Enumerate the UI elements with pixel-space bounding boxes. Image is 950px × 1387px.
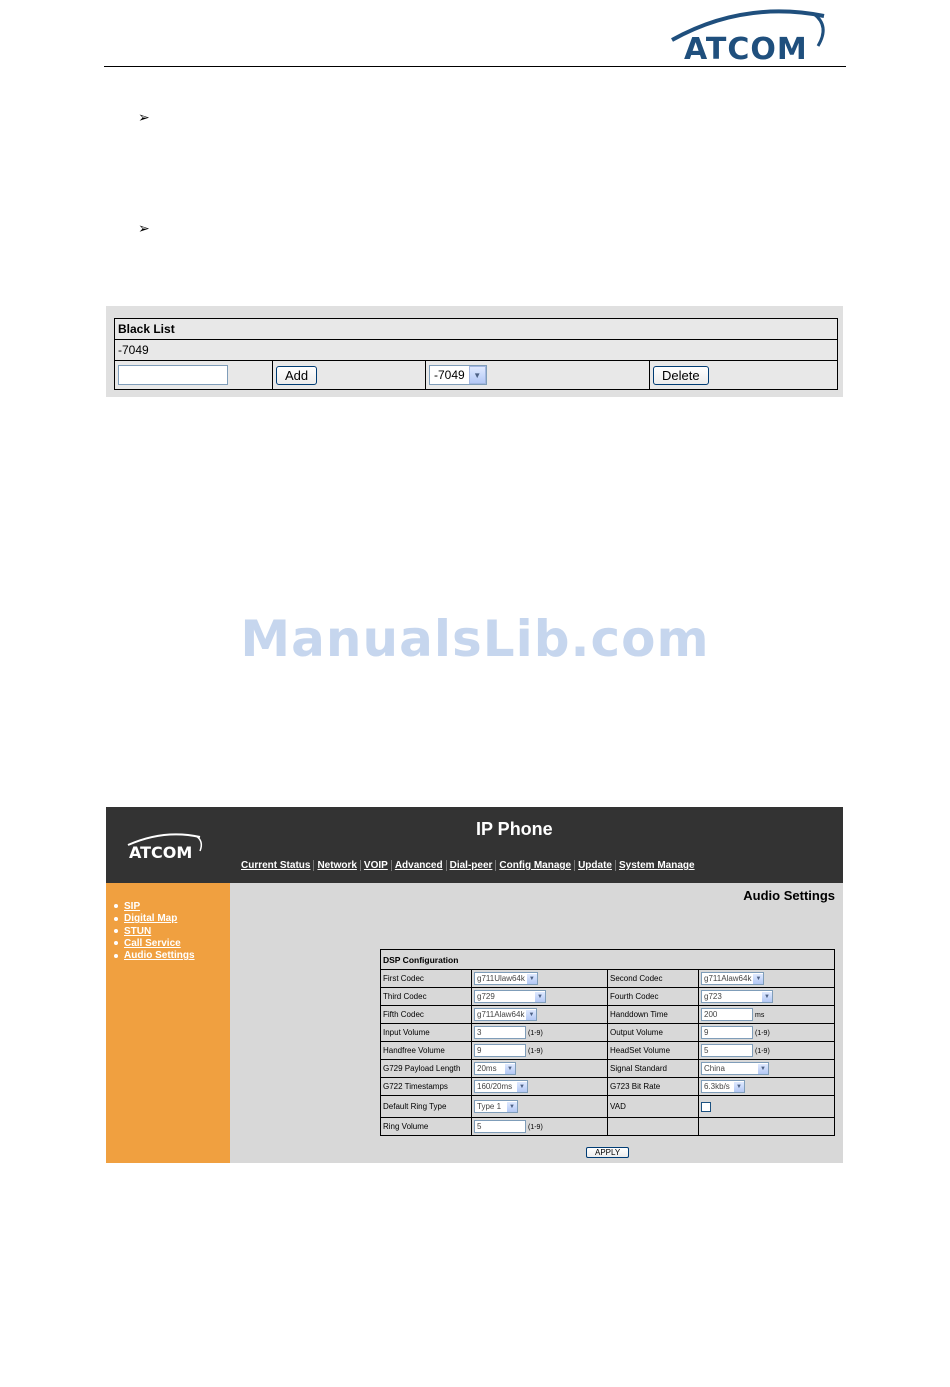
bullet-icon bbox=[114, 904, 118, 908]
black-list-number-input[interactable] bbox=[118, 365, 228, 385]
output-volume-label: Output Volume bbox=[608, 1024, 699, 1042]
bullet-icon: ➢ bbox=[138, 220, 150, 236]
first-codec-select[interactable]: g711Ulaw64k ▼ bbox=[474, 972, 538, 985]
black-list-select-value: -7049 bbox=[434, 368, 465, 382]
fifth-codec-label: Fifth Codec bbox=[381, 1006, 472, 1024]
logo-text: ATCOM bbox=[684, 32, 808, 67]
chevron-down-icon[interactable]: ▼ bbox=[734, 1082, 744, 1092]
nav-advanced[interactable]: Advanced bbox=[391, 860, 446, 871]
signal-standard-select[interactable]: China ▼ bbox=[701, 1062, 769, 1075]
sidebar-item-sip[interactable]: SIP bbox=[114, 901, 195, 913]
third-codec-label: Third Codec bbox=[381, 988, 472, 1006]
delete-button[interactable]: Delete bbox=[653, 366, 709, 385]
handdown-time-input[interactable]: 200 bbox=[701, 1008, 753, 1021]
ring-volume-label: Ring Volume bbox=[381, 1118, 472, 1136]
chevron-down-icon[interactable]: ▼ bbox=[526, 1010, 536, 1020]
ring-volume-input[interactable]: 5 bbox=[474, 1120, 526, 1133]
vad-checkbox[interactable] bbox=[701, 1102, 711, 1112]
ip-phone-screenshot bbox=[106, 807, 843, 1163]
chevron-down-icon[interactable]: ▼ bbox=[505, 1064, 515, 1074]
page-title: Audio Settings bbox=[743, 888, 835, 903]
input-volume-input[interactable]: 3 bbox=[474, 1026, 526, 1039]
ring-volume-range: (1-9) bbox=[528, 1123, 543, 1131]
sidebar-item-digital-map[interactable]: Digital Map bbox=[114, 913, 195, 925]
chevron-down-icon[interactable]: ▼ bbox=[507, 1102, 517, 1112]
nav-voip[interactable]: VOIP bbox=[360, 860, 391, 871]
nav-update[interactable]: Update bbox=[574, 860, 615, 871]
chevron-down-icon[interactable]: ▼ bbox=[758, 1064, 768, 1074]
handfree-volume-range: (1-9) bbox=[528, 1047, 543, 1055]
chevron-down-icon[interactable]: ▼ bbox=[753, 974, 763, 984]
sidebar-item-stun[interactable]: STUN bbox=[114, 926, 195, 938]
g722-timestamps-label: G722 Timestamps bbox=[381, 1078, 472, 1096]
header-divider bbox=[104, 66, 846, 67]
sidebar-item-call-service[interactable]: Call Service bbox=[114, 938, 195, 950]
bullet-icon bbox=[114, 917, 118, 921]
add-button[interactable]: Add bbox=[276, 366, 317, 385]
handfree-volume-input[interactable]: 9 bbox=[474, 1044, 526, 1057]
ip-phone-logo bbox=[124, 831, 206, 865]
sidebar-item-audio-settings[interactable]: Audio Settings bbox=[114, 950, 195, 962]
atcom-logo bbox=[664, 6, 832, 66]
black-list-panel bbox=[106, 306, 843, 397]
input-volume-range: (1-9) bbox=[528, 1029, 543, 1037]
signal-standard-label: Signal Standard bbox=[608, 1060, 699, 1078]
second-codec-select[interactable]: g711Alaw64k ▼ bbox=[701, 972, 764, 985]
ip-phone-header bbox=[106, 807, 843, 883]
chevron-down-icon[interactable]: ▼ bbox=[469, 366, 486, 384]
dsp-configuration-table bbox=[380, 949, 835, 1136]
vad-label: VAD bbox=[608, 1096, 699, 1118]
g722-timestamps-select[interactable]: 160/20ms ▼ bbox=[474, 1080, 528, 1093]
watermark: ManualsLib.com bbox=[240, 610, 710, 668]
chevron-down-icon[interactable]: ▼ bbox=[535, 992, 545, 1002]
nav-config-manage[interactable]: Config Manage bbox=[495, 860, 574, 871]
nav-system-manage[interactable]: System Manage bbox=[615, 860, 698, 871]
g729-payload-label: G729 Payload Length bbox=[381, 1060, 472, 1078]
second-codec-label: Second Codec bbox=[608, 970, 699, 988]
output-volume-range: (1-9) bbox=[755, 1029, 770, 1037]
chevron-down-icon[interactable]: ▼ bbox=[517, 1082, 527, 1092]
dsp-title: DSP Configuration bbox=[381, 950, 835, 970]
fifth-codec-select[interactable]: g711Alaw64k ▼ bbox=[474, 1008, 537, 1021]
fourth-codec-select[interactable]: g723 ▼ bbox=[701, 990, 773, 1003]
nav-network[interactable]: Network bbox=[313, 860, 359, 871]
ring-type-select[interactable]: Type 1 ▼ bbox=[474, 1100, 518, 1113]
g723-bit-rate-select[interactable]: 6.3kb/s ▼ bbox=[701, 1080, 745, 1093]
bullet-icon bbox=[114, 941, 118, 945]
headset-volume-label: HeadSet Volume bbox=[608, 1042, 699, 1060]
headset-volume-range: (1-9) bbox=[755, 1047, 770, 1055]
sidebar bbox=[106, 883, 230, 1163]
top-nav bbox=[238, 860, 698, 871]
ip-phone-logo-text: ATCOM bbox=[129, 843, 193, 862]
handdown-unit: ms bbox=[755, 1011, 765, 1019]
black-list-table bbox=[114, 318, 838, 390]
ip-phone-title: IP Phone bbox=[476, 819, 553, 839]
bullet-icon bbox=[114, 954, 118, 958]
chevron-down-icon[interactable]: ▼ bbox=[527, 974, 537, 984]
black-list-title: Black List bbox=[115, 319, 838, 340]
headset-volume-input[interactable]: 5 bbox=[701, 1044, 753, 1057]
third-codec-select[interactable]: g729 ▼ bbox=[474, 990, 546, 1003]
g729-payload-select[interactable]: 20ms ▼ bbox=[474, 1062, 516, 1075]
output-volume-input[interactable]: 9 bbox=[701, 1026, 753, 1039]
chevron-down-icon[interactable]: ▼ bbox=[762, 992, 772, 1002]
bullet-icon bbox=[114, 929, 118, 933]
default-ring-type-label: Default Ring Type bbox=[381, 1096, 472, 1118]
input-volume-label: Input Volume bbox=[381, 1024, 472, 1042]
bullet-icon: ➢ bbox=[138, 109, 150, 125]
apply-button[interactable]: APPLY bbox=[586, 1147, 629, 1158]
nav-dial-peer[interactable]: Dial-peer bbox=[446, 860, 496, 871]
first-codec-label: First Codec bbox=[381, 970, 472, 988]
g723-bit-rate-label: G723 Bit Rate bbox=[608, 1078, 699, 1096]
fourth-codec-label: Fourth Codec bbox=[608, 988, 699, 1006]
nav-current-status[interactable]: Current Status bbox=[241, 860, 311, 871]
black-list-select[interactable] bbox=[429, 365, 487, 385]
handfree-volume-label: Handfree Volume bbox=[381, 1042, 472, 1060]
handdown-time-label: Handdown Time bbox=[608, 1006, 699, 1024]
black-list-entry: -7049 bbox=[115, 340, 838, 361]
